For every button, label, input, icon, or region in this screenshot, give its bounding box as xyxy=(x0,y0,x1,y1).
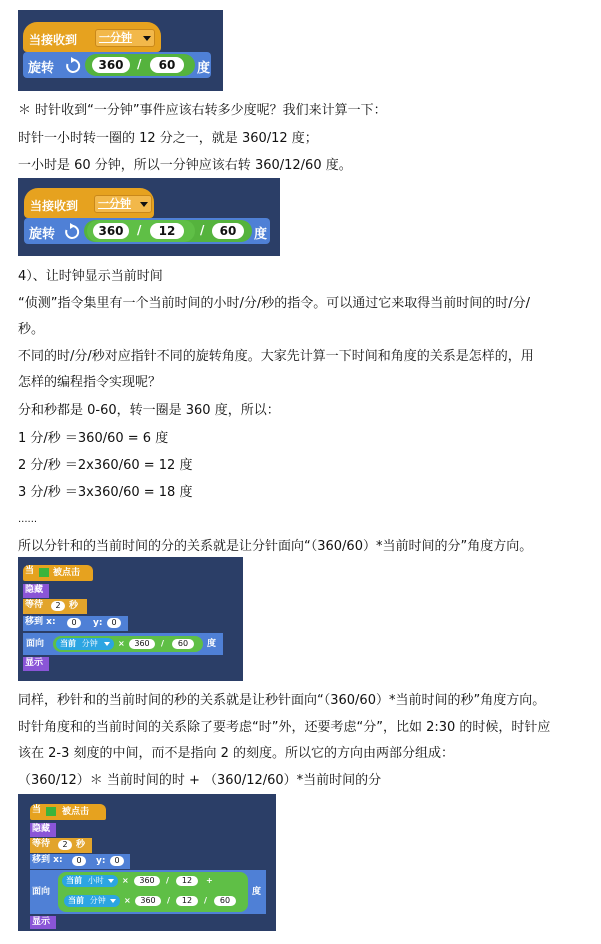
formula-line: 2 分/秒 ＝2x360/60 = 12 度 xyxy=(18,458,193,473)
rotate-clockwise-icon xyxy=(64,222,80,240)
x-input[interactable]: 0 xyxy=(67,618,81,628)
divide-operator xyxy=(84,220,252,242)
clicked-label: 被点击 xyxy=(62,807,90,817)
scratch-block-image-3 xyxy=(18,557,243,681)
when-flag-clicked-block xyxy=(23,565,93,581)
divide-operator-inner xyxy=(87,220,195,242)
chevron-down-icon xyxy=(108,879,114,883)
paragraph: 一小时是 60 分钟，所以一分钟应该右转 360/12/60 度。 xyxy=(18,158,352,173)
message-value: 一分钟 xyxy=(98,197,131,210)
when-receive-label: 当接收到 xyxy=(29,33,78,47)
degree-label: 度 xyxy=(197,61,211,76)
face-label: 面向 xyxy=(26,639,45,649)
number-input[interactable]: 60 xyxy=(150,57,184,73)
paragraph: 分和秒都是 0-60，转一圈是 360 度，所以： xyxy=(18,403,280,418)
divide-sign: / xyxy=(137,57,142,71)
when-flag-clicked-block xyxy=(30,804,106,820)
when-label: 当 xyxy=(32,805,42,815)
chevron-down-icon xyxy=(110,899,116,903)
sensor-label: 当前 xyxy=(68,896,84,905)
seconds-label: 秒 xyxy=(76,840,86,850)
y-input[interactable]: 0 xyxy=(107,618,121,628)
green-flag-icon xyxy=(39,568,49,577)
chevron-down-icon xyxy=(104,642,110,646)
sensor-unit: 小时 xyxy=(87,876,104,885)
multiply-sign: × xyxy=(122,876,129,885)
number-input[interactable]: 60 xyxy=(172,639,194,649)
point-in-direction-block xyxy=(30,870,266,914)
number-input[interactable]: 360 xyxy=(92,57,130,73)
degree-label: 度 xyxy=(252,887,262,897)
paragraph: 时针角度和的当前时间的关系除了要考虑“时”外，还要考虑“分”，比如 2:30 的时候，时针应 xyxy=(18,720,551,735)
paragraph: 该在 2-3 刻度的中间，而不是指向 2 的刻度。所以它的方向由两部分组成： xyxy=(18,746,455,761)
number-input[interactable]: 360 xyxy=(134,876,160,886)
hide-block: 隐藏 xyxy=(23,584,49,598)
plus-sign: + xyxy=(206,876,213,885)
paragraph: 同样，秒针和的当前时间的秒的关系就是让秒针面向“（360/60）*当前时间的秒”角度方向。 xyxy=(18,693,546,708)
formula-line: 3 分/秒 ＝3x360/60 = 18 度 xyxy=(18,485,193,500)
rotate-clockwise-icon xyxy=(65,56,81,74)
sensor-unit: 分钟 xyxy=(81,639,98,648)
y-input[interactable]: 0 xyxy=(110,856,124,866)
multiply-sign: × xyxy=(124,896,131,905)
sensor-unit: 分钟 xyxy=(89,896,106,905)
divide-sign: / xyxy=(204,896,207,905)
message-dropdown xyxy=(95,29,155,47)
paragraph: 不同的时/分/秒对应指针不同的旋转角度。大家先计算一下时间和角度的关系是怎样的，用 xyxy=(18,349,534,364)
divide-sign: / xyxy=(137,223,142,237)
degree-label: 度 xyxy=(254,227,268,242)
when-label: 当 xyxy=(25,566,35,576)
point-in-direction-block xyxy=(23,633,223,655)
goto-xy-block xyxy=(23,616,128,631)
show-block: 显示 xyxy=(30,916,56,929)
add-operator xyxy=(58,872,248,912)
number-input[interactable]: 12 xyxy=(150,223,184,239)
chevron-down-icon xyxy=(143,36,151,41)
turn-label: 旋转 xyxy=(28,61,55,76)
number-input[interactable]: 12 xyxy=(176,896,198,906)
wait-block xyxy=(30,838,92,853)
current-minute-sensor xyxy=(64,895,120,907)
turn-label: 旋转 xyxy=(29,227,56,242)
sensor-label: 当前 xyxy=(60,639,76,648)
current-time-sensor xyxy=(56,638,114,650)
turn-block xyxy=(23,52,211,78)
divide-sign: / xyxy=(167,896,170,905)
message-value: 一分钟 xyxy=(99,31,132,44)
chevron-down-icon xyxy=(140,202,148,207)
ellipsis-line: ...... xyxy=(18,514,38,525)
degree-label: 度 xyxy=(207,639,217,649)
y-label: y: xyxy=(93,618,103,628)
scratch-block-image-2 xyxy=(18,178,280,256)
clicked-label: 被点击 xyxy=(53,568,81,578)
goto-label: 移到 x: xyxy=(25,617,56,627)
section-heading: 4）、让时钟显示当前时间 xyxy=(18,269,163,284)
goto-label: 移到 x: xyxy=(32,855,63,865)
multiply-sign: × xyxy=(118,639,125,648)
paragraph: 秒。 xyxy=(18,322,45,337)
number-input[interactable]: 60 xyxy=(212,223,244,239)
formula-line: （360/12）＊ 当前时间的时 + （360/12/60）*当前时间的分 xyxy=(18,773,382,788)
number-input[interactable]: 360 xyxy=(93,223,129,239)
paragraph: 所以分针和的当前时间的分的关系就是让分针面向“（360/60）*当前时间的分”角度方向。 xyxy=(18,539,533,554)
divide-sign: / xyxy=(166,876,169,885)
when-receive-block xyxy=(24,188,154,218)
x-input[interactable]: 0 xyxy=(72,856,86,866)
hide-block: 隐藏 xyxy=(30,823,56,837)
paragraph: ＊ 时针收到“一分钟”事件应该右转多少度呢？我们来计算一下： xyxy=(18,103,387,118)
formula-line: 1 分/秒 ＝360/60 = 6 度 xyxy=(18,431,169,446)
goto-xy-block xyxy=(30,854,130,869)
green-flag-icon xyxy=(46,807,56,816)
wait-label: 等待 xyxy=(25,600,44,610)
wait-seconds-input[interactable]: 2 xyxy=(51,601,65,611)
scratch-block-image-4 xyxy=(18,794,276,931)
paragraph: 怎样的编程指令实现呢？ xyxy=(18,375,162,390)
expression-operator xyxy=(53,636,203,652)
divide-sign: / xyxy=(161,639,164,648)
wait-block xyxy=(23,599,87,614)
sensor-label: 当前 xyxy=(66,876,82,885)
number-input[interactable]: 360 xyxy=(129,639,155,649)
when-receive-label: 当接收到 xyxy=(30,199,79,213)
number-input[interactable]: 360 xyxy=(135,896,161,906)
when-receive-block xyxy=(23,22,161,52)
face-label: 面向 xyxy=(32,887,51,897)
wait-seconds-input[interactable]: 2 xyxy=(58,840,72,850)
paragraph: 时针一小时转一圈的 12 分之一，就是 360/12 度； xyxy=(18,131,318,146)
scratch-block-image-1 xyxy=(18,10,223,91)
number-input[interactable]: 60 xyxy=(214,896,236,906)
paragraph: “侦测”指令集里有一个当前时间的小时/分/秒的指令。可以通过它来取得当前时间的时/分/ xyxy=(18,296,530,311)
number-input[interactable]: 12 xyxy=(176,876,198,886)
divide-operator xyxy=(85,54,195,76)
message-dropdown xyxy=(94,195,152,213)
wait-label: 等待 xyxy=(32,839,51,849)
y-label: y: xyxy=(96,856,106,866)
divide-sign: / xyxy=(200,223,205,237)
show-block: 显示 xyxy=(23,657,49,671)
seconds-label: 秒 xyxy=(69,601,79,611)
turn-block xyxy=(24,218,270,244)
current-hour-sensor xyxy=(62,875,118,887)
